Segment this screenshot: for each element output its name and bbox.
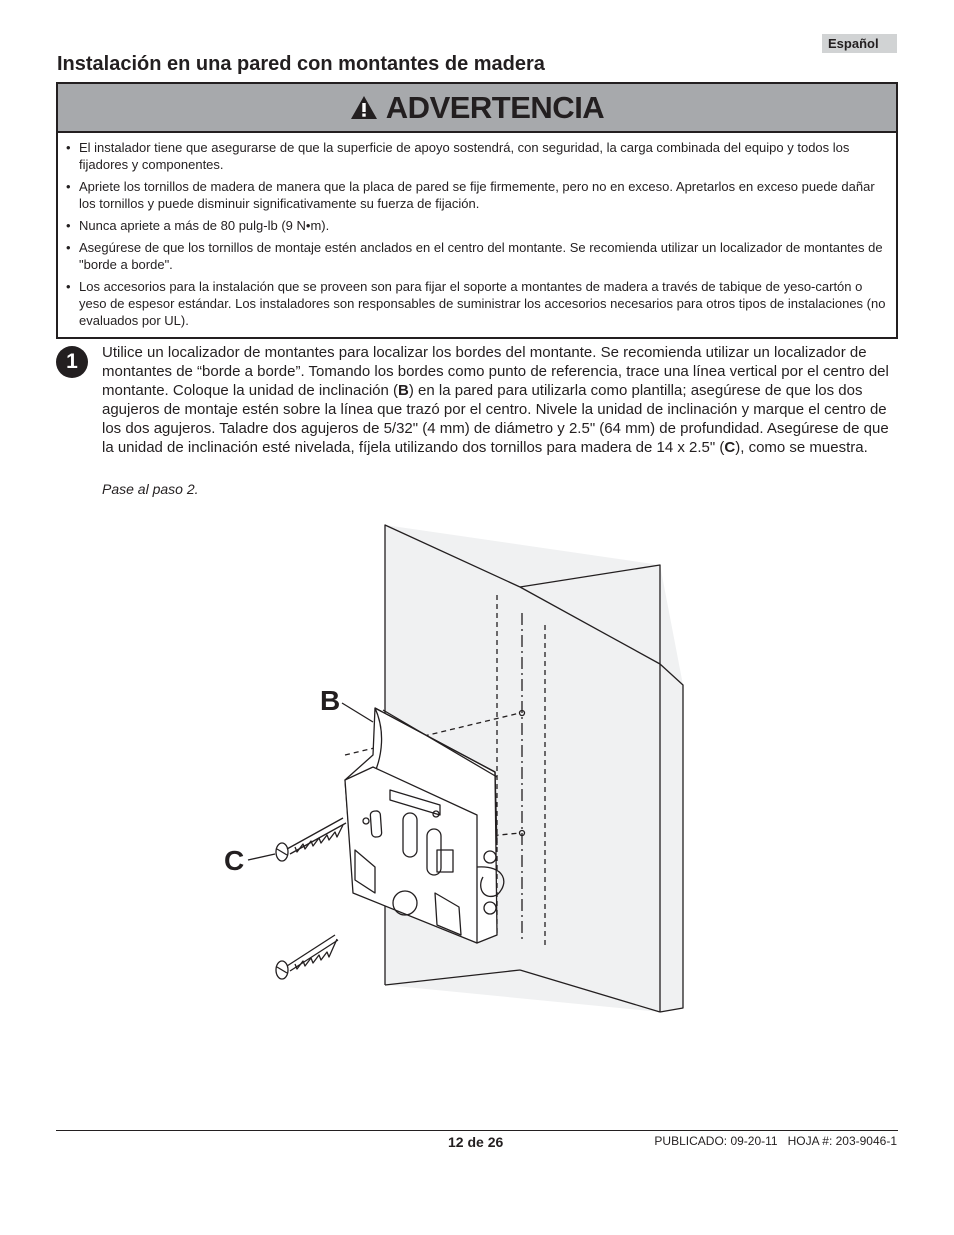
warning-item: • Nunca apriete a más de 80 pulg-lb (9 N•m).	[66, 217, 888, 234]
part-b-ref: B	[398, 382, 409, 399]
language-label: Español	[822, 34, 897, 53]
wood-screw-top	[276, 818, 346, 861]
step-text-part: ) en la pared para utilizarla como plantilla; asegúrese de que los dos agujeros de montaje estén sobre la línea que trazó por el centro. Nivele la unidad de inclinación y marque el centro de los dos agujeros. Taladre dos agujeros de 5/32" (4 mm) de diámetro y 2.5" (64 mm) de profundidad. Asegúrese de que la unidad de inclinación esté nivelada, fíjela utilizando dos tornillos para madera de 14 x 2.5" (	[102, 382, 889, 456]
installation-illustration	[215, 515, 695, 1025]
callout-c-leader	[248, 854, 275, 860]
warning-item: • Asegúrese de que los tornillos de montaje estén anclados en el centro del montante. Se recomienda utilizar un localizador de montantes de "borde a borde".	[66, 239, 888, 273]
warning-item: • Los accesorios para la instalación que se proveen son para fijar el soporte a montantes de madera a través de tabique de yeso-cartón o yeso de espesor estándar. Los instaladores son responsables de suministrar los accesorios necesarios para otros tipos de instalaciones (no evaluados por UL).	[66, 278, 888, 329]
callout-c-label: C	[224, 845, 245, 876]
section-title: Instalación en una pared con montantes de madera	[57, 53, 545, 75]
step-note: Pase al paso 2.	[102, 481, 199, 497]
page-number: 12 de 26	[448, 1134, 504, 1150]
footer-divider	[56, 1130, 898, 1131]
step-number-badge: 1	[56, 346, 88, 378]
warning-header	[58, 84, 896, 133]
warning-list	[58, 133, 896, 329]
wood-screw-bottom	[276, 935, 338, 979]
publication-info: PUBLICADO: 09-20-11 HOJA #: 203-9046-1	[654, 1134, 897, 1148]
step-text-part: Utilice un localizador de montantes para localizar los bordes del montante. Se recomienda utilizar un localizador de montantes de “borde a borde”. Tomando los bordes como punto de referencia, trace una línea vertical por el centro del montante. Coloque la unidad de inclinación (	[102, 344, 889, 399]
warning-item: • Apriete los tornillos de madera de manera que la placa de pared se fije firmemente, pero no en exceso. Apretarlos en exceso puede dañar los tornillos y puede disminuir significativamente su fuerza de fijación.	[66, 178, 888, 212]
callout-b-leader	[342, 703, 373, 722]
callout-b-label: B	[320, 685, 341, 716]
warning-box	[56, 82, 898, 339]
warning-item: • El instalador tiene que asegurarse de que la superficie de apoyo sostendrá, con seguridad, la carga combinada del equipo y todos los fijadores y componentes.	[66, 139, 888, 173]
warning-triangle-icon	[350, 95, 378, 120]
part-c-ref: C	[724, 439, 736, 456]
step-text-part: ), como se muestra.	[735, 439, 868, 456]
warning-title: ADVERTENCIA	[385, 89, 605, 125]
step-instructions	[102, 343, 902, 457]
